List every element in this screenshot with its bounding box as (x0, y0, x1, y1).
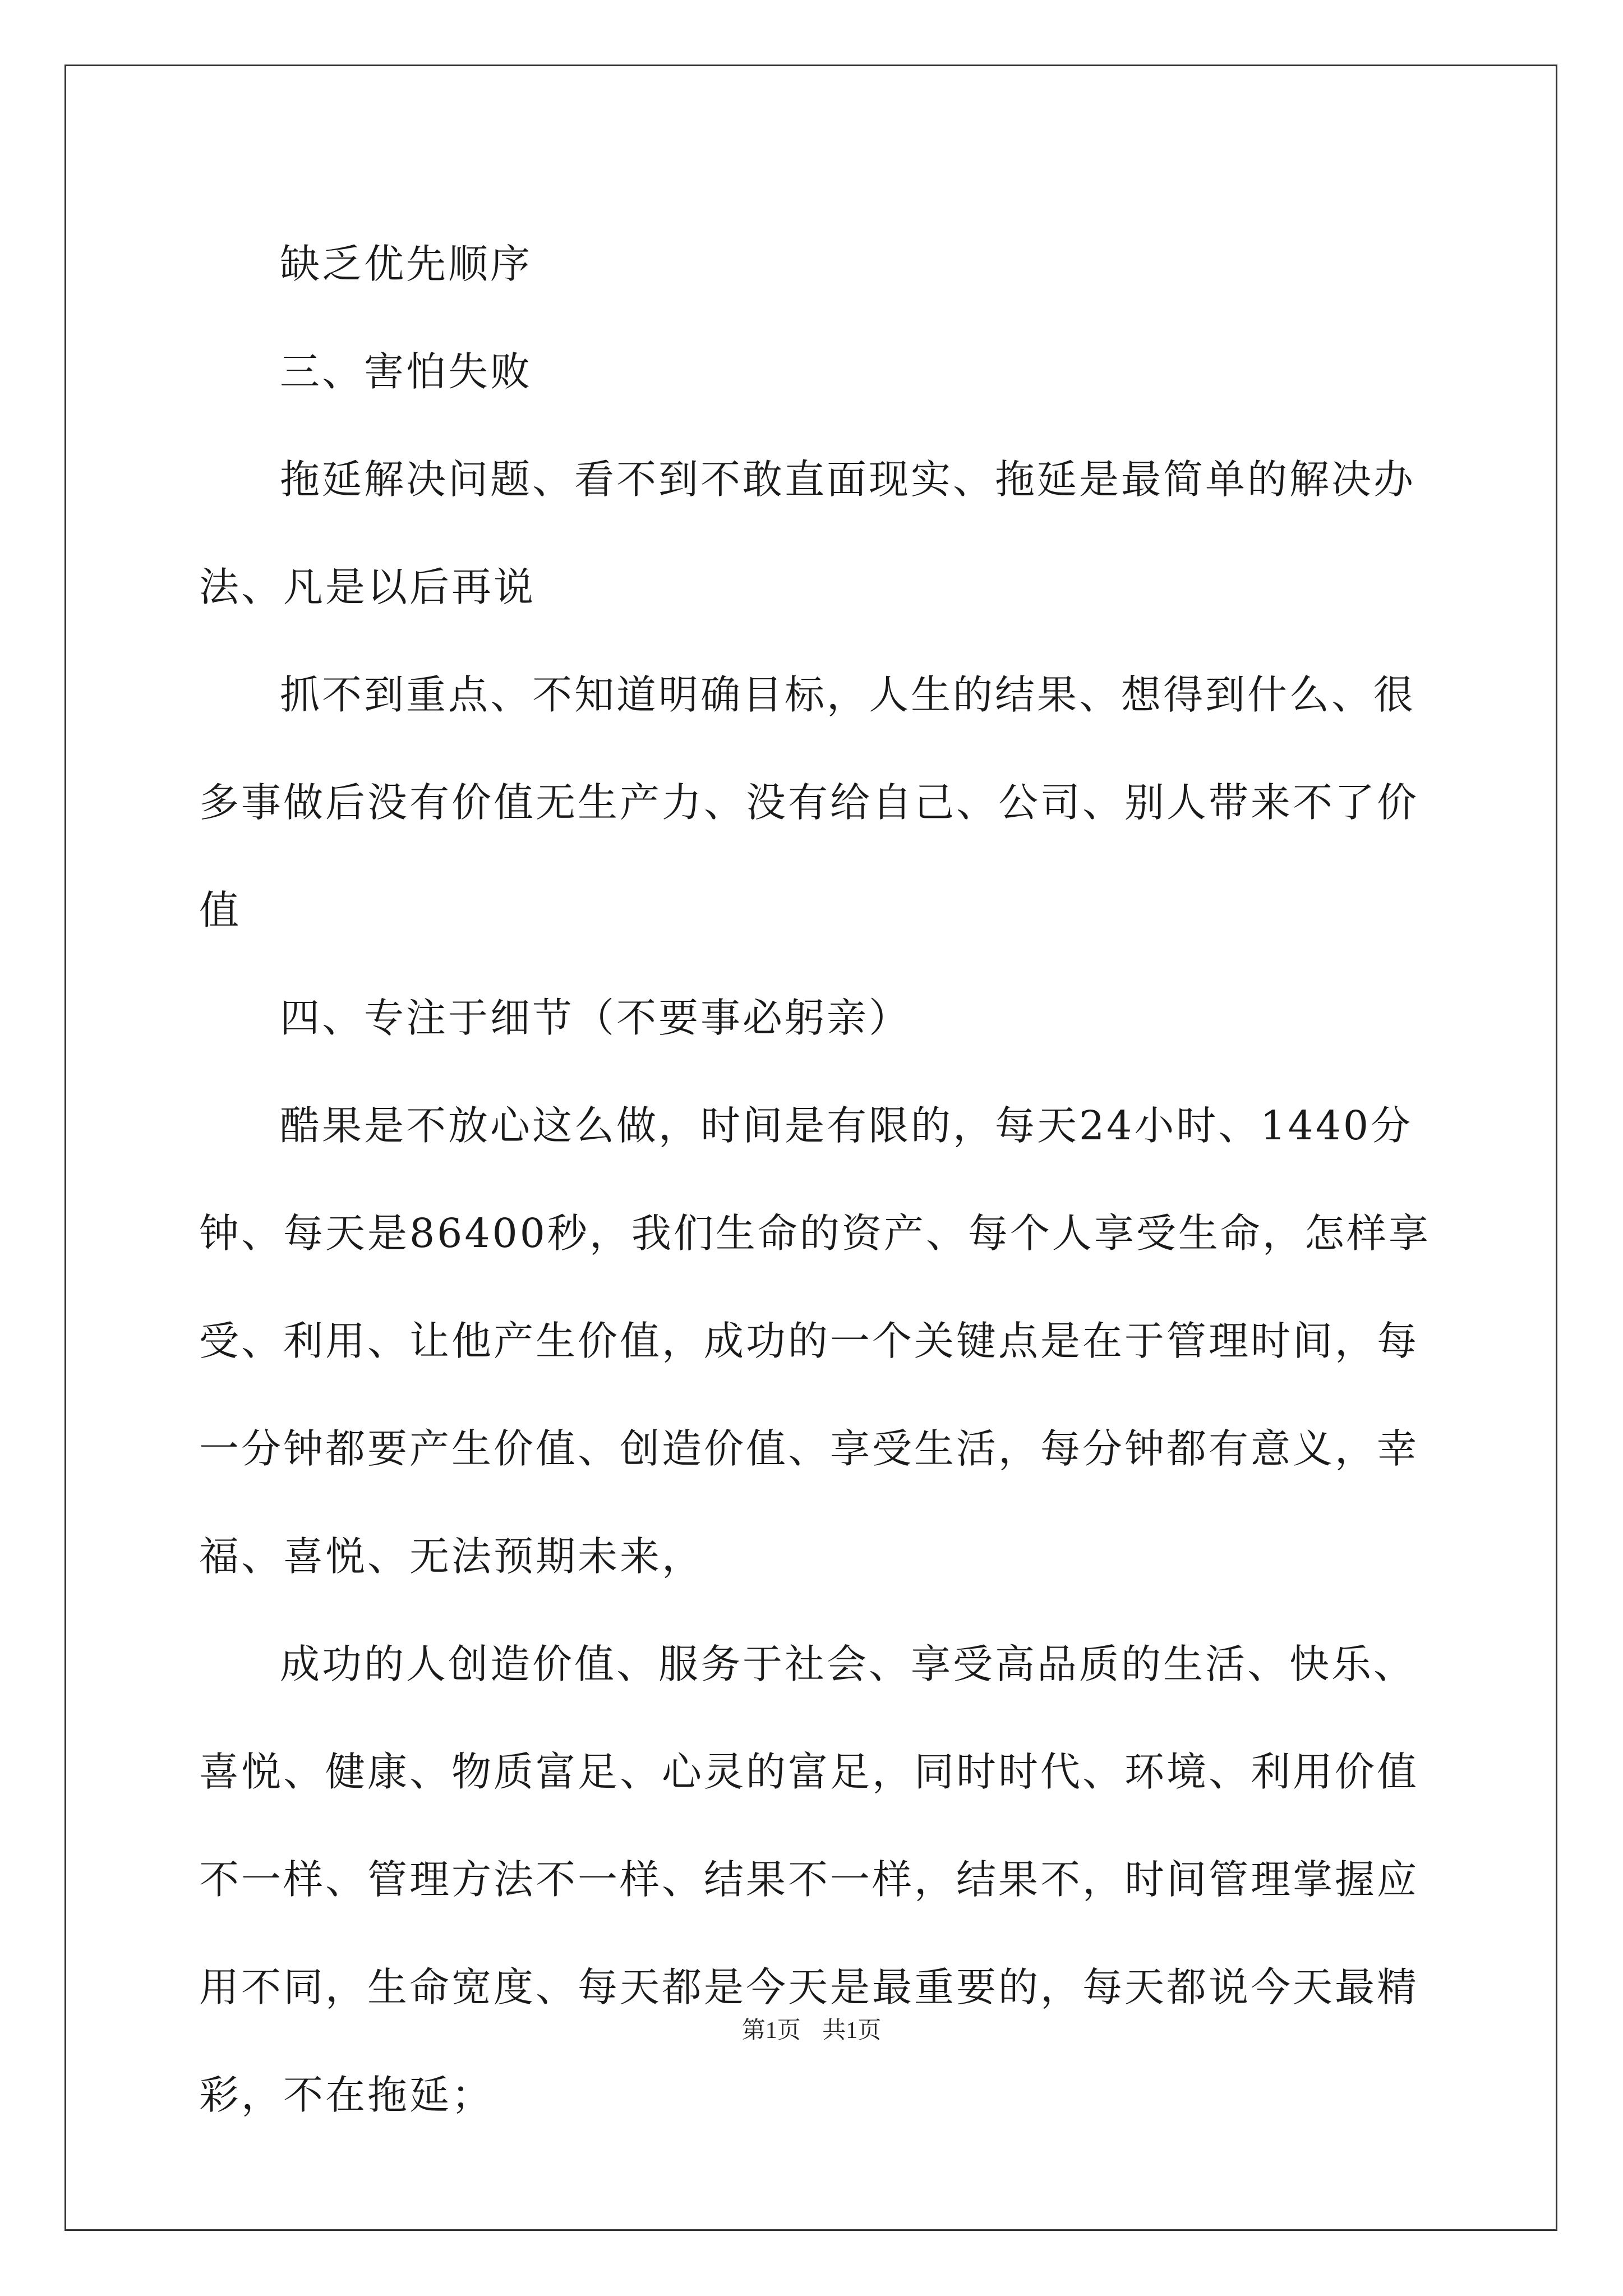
section-heading: 三、害怕失败 (280, 348, 533, 395)
section-heading: 四、专注于细节（不要事必躬亲） (280, 995, 911, 1041)
paragraph: 拖延解决问题、看不到不敢直面现实、拖延是最简单的解决办法、凡是以后再说 (199, 456, 1416, 610)
page-number-total: 共1页 (822, 2018, 882, 2044)
paragraph: 酷果是不放心这么做，时间是有限的，每天24小时、1440分钟、每天是86400秒，我们生命的资产、每个人享受生命，怎样享受、利用、让他产生价值，成功的一个关键点是在于管理时间，每一分钟都要产生价值、创造价值、享受生活，每分钟都有意义，幸福、喜悦、无法预期未来， (199, 1102, 1431, 1580)
paragraph: 抓不到重点、不知道明确目标，人生的结果、想得到什么、很多事做后没有价值无生产力、没有给自己、公司、别人带来不了价值 (199, 671, 1419, 933)
page-footer (0, 2014, 1623, 2047)
document-body (199, 210, 1436, 2149)
page-number-current: 第1页 (741, 2018, 801, 2044)
paragraph: 缺乏优先顺序 (280, 241, 533, 287)
paragraph: 成功的人创造价值、服务于社会、享受高品质的生活、快乐、喜悦、健康、物质富足、心灵的富足，同时时代、环境、利用价值不一样、管理方法不一样、结果不一样，结果不，时间管理掌握应用不同，生命宽度、每天都是今天是最重要的，每天都说今天最精彩，不在拖延； (199, 1641, 1419, 2118)
